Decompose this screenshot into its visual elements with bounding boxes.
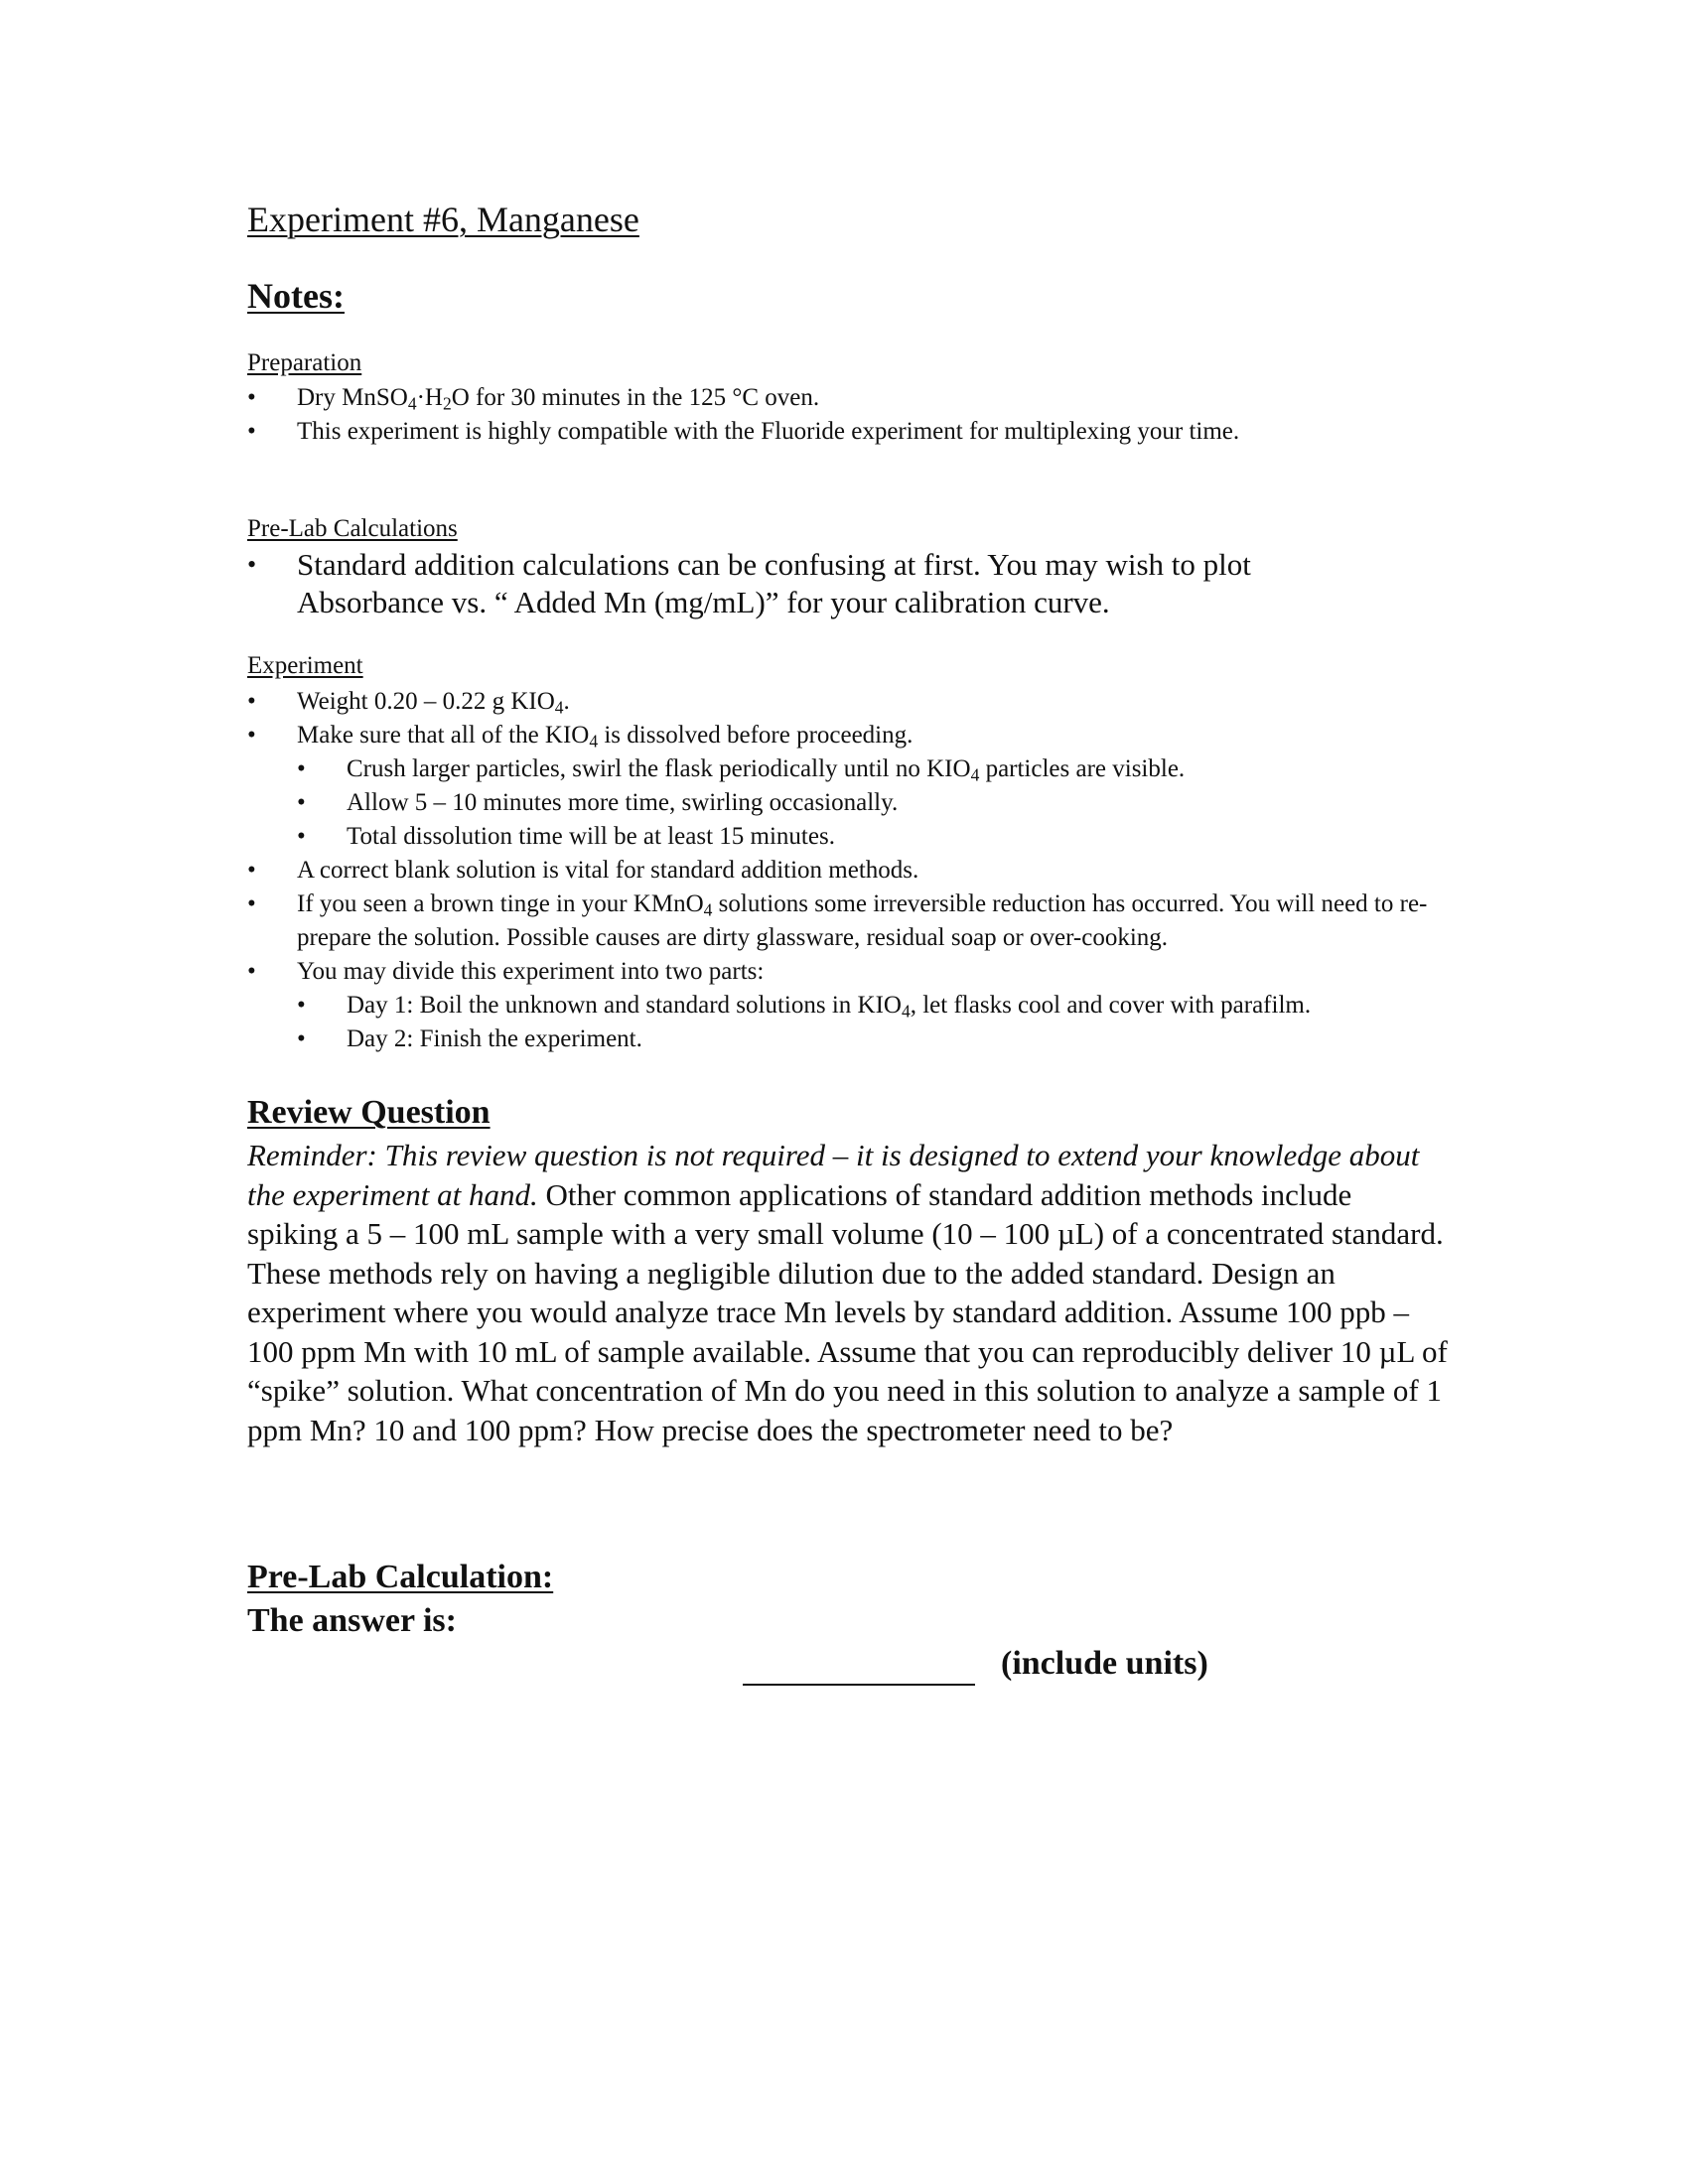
list-item: • Standard addition calculations can be confusing at first. You may wish to plot Absorbance vs. “ Added Mn (mg/mL)” for your calibration curve. <box>247 546 1389 621</box>
units-label: (include units) <box>1001 1645 1208 1682</box>
list-item: • You may divide this experiment into two parts: <box>247 955 1459 989</box>
review-reminder: Reminder: This review question is not required – it is designed to extend your knowledge about the experiment at hand. <box>247 1138 1420 1212</box>
prelab-calculations-label: Pre-Lab Calculations <box>247 515 458 542</box>
list-item: • Day 2: Finish the experiment. <box>247 1023 1459 1056</box>
notes-heading: Notes: <box>247 276 345 316</box>
review-question-heading: Review Question <box>247 1094 491 1131</box>
preparation-label: Preparation <box>247 349 362 376</box>
list-item: • This experiment is highly compatible with the Fluoride experiment for multiplexing your time. <box>247 415 1459 449</box>
list-item: • Weight 0.20 – 0.22 g $KIO_4$. <box>247 685 1459 719</box>
review-question-text: Other common applications of standard addition methods include spiking a 5 – 100 mL sample with a very small volume (10 – 100 µL) of a concentrated standard. These methods rely on having a negligible dilution due to the added standard. Design an experiment where you would analyze trace Mn levels by standard addition. Assume 100 ppb – 100 ppm Mn with 10 mL of sample available. Assume that you can reproducibly deliver 10 µL of “spike” solution. What concentration of Mn do you need in this solution to analyze a sample of 1 ppm Mn? 10 and 100 ppm? How precise does the spectrometer need to be? <box>247 1176 1448 1447</box>
list-item: • Total dissolution time will be at least 15 minutes. <box>247 820 1459 854</box>
page-title: Experiment #6, Manganese <box>247 200 639 239</box>
review-question-body <box>247 1136 1449 1449</box>
list-item: • Allow 5 – 10 minutes more time, swirling occasionally. <box>247 786 1459 820</box>
list-item: • A correct blank solution is vital for standard addition methods. <box>247 854 1459 887</box>
answer-blank[interactable] <box>743 1684 975 1686</box>
list-item: • Make sure that all of the $KIO_4$ is dissolved before proceeding. <box>247 719 1459 752</box>
list-item: • Dry $MnSO_4\cdot H_2O$ for 30 minutes in the 125 °C oven. <box>247 381 1459 415</box>
prelab-calculations-list <box>247 546 1389 621</box>
list-item: • If you seen a brown tinge in your KMnO$_4$ solutions some irreversible reduction has occurred. You will need to re-prepare the solution. Possible causes are dirty glassware, residual soap or over-cooking. <box>247 887 1459 955</box>
answer-label: The answer is: <box>247 1602 457 1639</box>
experiment-label: Experiment <box>247 652 363 679</box>
list-item: • Day 1: Boil the unknown and standard solutions in $KIO_4$, let flasks cool and cover with parafilm. <box>247 989 1459 1023</box>
list-item: • Crush larger particles, swirl the flask periodically until no $KIO_4$ particles are visible. <box>247 752 1459 786</box>
prelab-calculation-heading: Pre-Lab Calculation: <box>247 1559 554 1595</box>
experiment-list <box>247 685 1459 1056</box>
preparation-list <box>247 381 1459 449</box>
